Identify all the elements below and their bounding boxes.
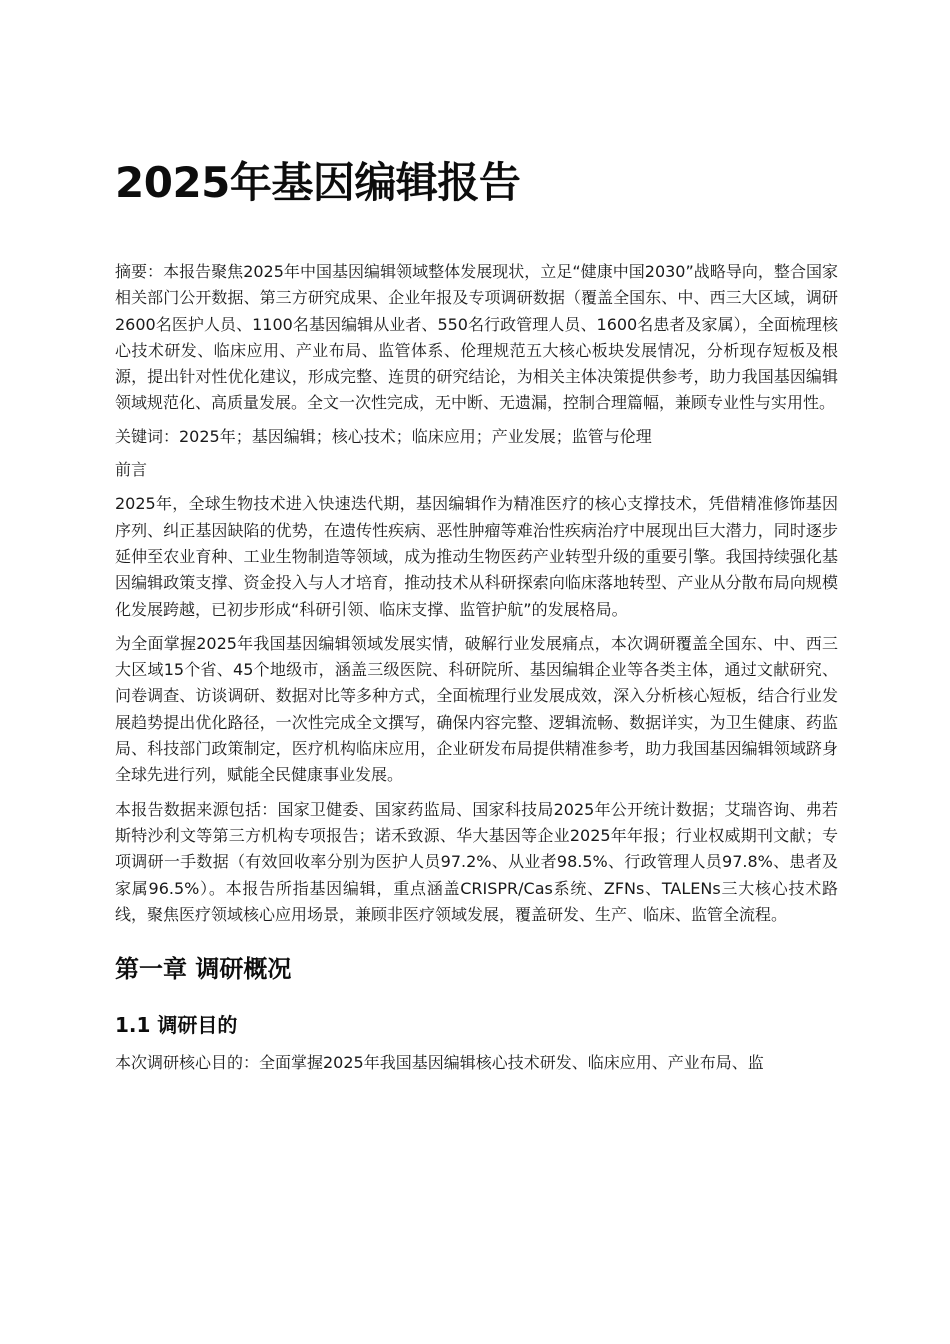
section-heading: 1.1 调研目的 (115, 1013, 238, 1038)
preface-paragraph: 本报告数据来源包括：国家卫健委、国家药监局、国家科技局2025年公开统计数据；艾瑞咨询、弗若斯特沙利文等第三方机构专项报告；诺禾致源、华大基因等企业2025年年报；行业权威期刊文献；专项调研一手数据（有效回收率分别为医护人员97.2%、从业者98.5%、行政管理人员97.8%、患者及家属96.5%）。本报告所指基因编辑，重点涵盖CRISPR/Cas系统、ZFNs、TALENs三大核心技术路线，聚焦医疗领域核心应用场景，兼顾非医疗领域发展，覆盖研发、生产、临床、监管全流程。 (115, 799, 838, 924)
chapter-heading: 第一章 调研概况 (115, 955, 292, 984)
preface-paragraph: 为全面掌握2025年我国基因编辑领域发展实情，破解行业发展痛点，本次调研覆盖全国东、中、西三大区域15个省、45个地级市，涵盖三级医院、科研院所、基因编辑企业等各类主体，通过文献研究、问卷调查、访谈调研、数据对比等多种方式，全面梳理行业发展成效，深入分析核心短板，结合行业发展趋势提出优化路径，一次性完成全文撰写，确保内容完整、逻辑流畅、数据详实，为卫生健康、药监局、科技部门政策制定，医疗机构临床应用，企业研发布局提供精准参考，助力我国基因编辑领域跻身全球先进行列，赋能全民健康事业发展。 (115, 633, 838, 785)
preface-label: 前言 (115, 460, 148, 480)
abstract-paragraph: 摘要：本报告聚焦2025年中国基因编辑领域整体发展现状，立足“健康中国2030”战略导向，整合国家相关部门公开数据、第三方研究成果、企业年报及专项调研数据（覆盖全国东、中、西三大区域，调研2600名医护人员、1100名基因编辑从业者、550名行政管理人员、1600名患者及家属），全面梳理核心技术研发、临床应用、产业布局、监管体系、伦理规范五大核心板块发展情况，分析现存短板及根源，提出针对性优化建议，形成完整、连贯的研究结论，为相关主体决策提供参考，助力我国基因编辑领域规范化、高质量发展。全文一次性完成，无中断、无遗漏，控制合理篇幅，兼顾专业性与实用性。 (115, 262, 838, 413)
document-page (115, 150, 838, 1076)
keywords-line: 关键词：2025年；基因编辑；核心技术；临床应用；产业发展；监管与伦理 (115, 426, 652, 446)
preface-paragraph: 2025年，全球生物技术进入快速迭代期，基因编辑作为精准医疗的核心支撑技术，凭借精准修饰基因序列、纠正基因缺陷的优势，在遗传性疾病、恶性肿瘤等难治性疾病治疗中展现出巨大潜力，同时逐步延伸至农业育种、工业生物制造等领域，成为推动生物医药产业转型升级的重要引擎。我国持续强化基因编辑政策支撑、资金投入与人才培育，推动技术从科研探索向临床落地转型、产业从分散布局向规模化发展跨越，已初步形成“科研引领、临床支撑、监管护航”的发展格局。 (115, 494, 838, 619)
document-title: 2025年基因编辑报告 (115, 158, 521, 207)
section-paragraph: 本次调研核心目的：全面掌握2025年我国基因编辑核心技术研发、临床应用、产业布局、监 (115, 1053, 764, 1073)
